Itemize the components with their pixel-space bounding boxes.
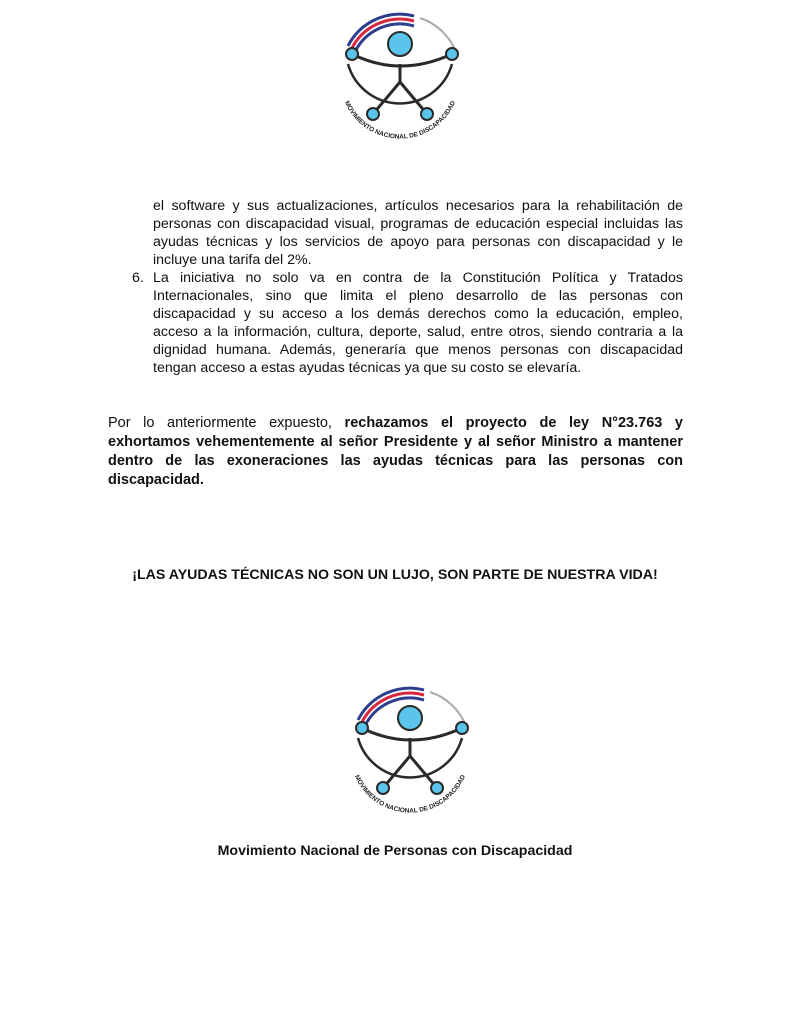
logo-text: MOVIMIENTO NACIONAL DE DISCAPACIDAD <box>342 99 458 141</box>
logo-top <box>330 6 470 156</box>
conclusion-bold: rechazamos el proyecto de ley N°23.763 y exhortamos vehementemente al señor Presidente y al señor Ministro a mantener dentro de las exoneraciones las ayudas técnicas para las personas con discapacidad. <box>108 415 683 488</box>
continued-paragraph: el software y sus actualizaciones, artículos necesarios para la rehabilitación de personas con discapacidad visual, programas de educación especial incluidas las ayudas técnicas y los servicios de apoyo para personas con discapacidad y le incluye una tarifa del 2%. <box>153 198 683 268</box>
list-item-text: La iniciativa no solo va en contra de la Constitución Política y Tratados Internacionales, sino que limita el pleno desarrollo de las personas con discapacidad y su acceso a los demás derechos como la educación, empleo, acceso a la información, cultura, deporte, salud, entre otros, siendo contraria a la dignidad humana. Además, generaría que menos personas con discapacidad tengan acceso a estas ayudas técnicas ya que su costo se elevaría. <box>153 270 683 376</box>
conclusion-lead: Por lo anteriormente expuesto, <box>108 415 345 431</box>
conclusion-paragraph <box>108 414 683 490</box>
list-number: 6. <box>132 270 144 286</box>
slogan: ¡LAS AYUDAS TÉCNICAS NO SON UN LUJO, SON PARTE DE NUESTRA VIDA! <box>132 567 658 583</box>
movement-logo-icon <box>340 680 480 830</box>
logo-bottom <box>340 680 480 830</box>
signature: Movimiento Nacional de Personas con Discapacidad <box>217 843 573 859</box>
movement-logo-icon <box>330 6 470 156</box>
logo-text: MOVIMIENTO NACIONAL DE DISCAPACIDAD <box>352 773 468 815</box>
